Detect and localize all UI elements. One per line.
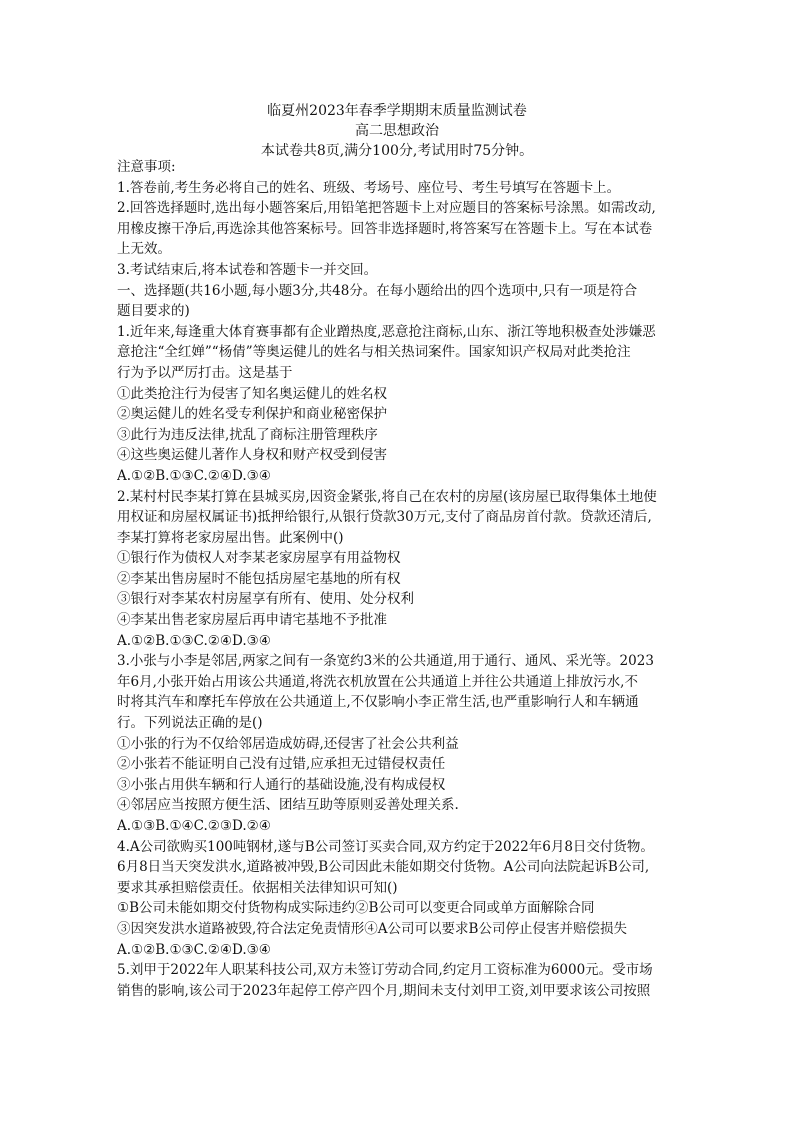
q4-options-1-2: ①B公司未能如期交付货物构成实际违约②B公司可以变更合同或单方面解除合同 bbox=[117, 900, 595, 917]
q1-choices: A.①②B.①③C.②④D.③④ bbox=[117, 467, 271, 484]
exam-subject: 高二思想政治 bbox=[355, 123, 439, 139]
q2-option-1: ①银行作为债权人对李某老家房屋享有用益物权 bbox=[117, 550, 401, 567]
q3-option-2: ②小张若不能证明自己没有过错,应承担无过错侵权责任 bbox=[117, 756, 446, 773]
notice-item-3: 3.考试结束后,将本试卷和答题卡一并交回。 bbox=[117, 261, 378, 278]
section-heading-line-1: 一、选择题(共16小题,每小题3分,共48分。在每小题给出的四个选项中,只有一项是符合 bbox=[117, 282, 638, 299]
exam-info: 本试卷共8页,满分100分,考试用时75分钟。 bbox=[260, 143, 534, 159]
q3-stem-line-2: 年6月,小张开始占用该公共通道,将洗衣机放置在公共通道上并往公共通道上排放污水,不 bbox=[117, 673, 638, 690]
q5-stem-line-1: 5.刘甲于2022年人职某科技公司,双方未签订劳动合同,约定月工资标准为6000元。受市场 bbox=[117, 962, 653, 979]
q4-stem-line-2: 6月8日当天突发洪水,道路被冲毁,B公司因此未能如期交付货物。A公司向法院起诉B公司, bbox=[117, 859, 650, 876]
section-heading-line-2: 题目要求的) bbox=[117, 303, 190, 320]
q2-option-3: ③银行对李某农村房屋享有所有、使用、处分权利 bbox=[117, 591, 414, 608]
q4-choices: A.①②B.①③C.②④D.③④ bbox=[117, 941, 271, 958]
q3-stem-line-1: 3.小张与小李是邻居,两家之间有一条宽约3米的公共通道,用于通行、通风、采光等。2023 bbox=[117, 653, 654, 670]
q3-option-1: ①小张的行为不仅给邻居造成妨碍,还侵害了社会公共利益 bbox=[117, 735, 459, 752]
q1-stem-line-2: 意抢注“全红婵”“杨倩”等奥运健儿的姓名与相关热词案件。国家知识产权局对此类抢注 bbox=[117, 344, 631, 361]
q2-stem-line-3: 李某打算将老家房屋出售。此案例中() bbox=[117, 529, 344, 546]
exam-content bbox=[117, 157, 683, 1001]
notice-item-1: 1.答卷前,考生务必将自己的姓名、班级、考场号、座位号、考生号填写在答题卡上。 bbox=[117, 179, 621, 196]
q1-option-3: ③此行为违反法律,扰乱了商标注册管理秩序 bbox=[117, 426, 378, 443]
q2-option-2: ②李某出售房屋时不能包括房屋宅基地的所有权 bbox=[117, 570, 401, 587]
notice-item-2-line-2: 用橡皮擦干净后,再选涂其他答案标号。回答非选择题时,将答案写在答题卡上。写在本试卷 bbox=[117, 220, 653, 237]
q4-options-3-4: ③因突发洪水道路被毁,符合法定免责情形④A公司可以要求B公司停止侵害并赔偿损失 bbox=[117, 920, 627, 937]
q2-stem-line-2: 用权证和房屋权属证书)抵押给银行,从银行贷款30万元,支付了商品房首付款。贷款还清后, bbox=[117, 509, 652, 526]
notice-item-2-line-3: 上无效。 bbox=[117, 241, 171, 258]
q3-stem-line-3: 时将其汽车和摩托车停放在公共通道上,不仅影响小李正常生活,也严重影响行人和车辆通 bbox=[117, 694, 639, 711]
q3-option-4: ④邻居应当按照方便生活、团结互助等原则妥善处理关系. bbox=[117, 797, 459, 814]
q2-stem-line-1: 2.某村村民李某打算在县城买房,因资金紧张,将自己在农村的房屋(该房屋已取得集体土地使 bbox=[117, 488, 657, 505]
q5-stem-line-2: 销售的影响,该公司于2023年起停工停产四个月,期间未支付刘甲工资,刘甲要求该公司按照 bbox=[117, 982, 651, 999]
q4-stem-line-1: 4.A公司欲购买100吨钢材,遂与B公司签订买卖合同,双方约定于2022年6月8日交付货物。 bbox=[117, 838, 654, 855]
q4-stem-line-3: 要求其承担赔偿责任。依据相关法律知识可知() bbox=[117, 879, 398, 896]
q3-stem-line-4: 行。下列说法正确的是() bbox=[117, 715, 263, 732]
q1-stem-line-1: 1.近年来,每逢重大体育赛事都有企业蹭热度,恶意抢注商标,山东、浙江等地积极查处涉嫌恶 bbox=[117, 323, 656, 340]
q1-option-1: ①此类抢注行为侵害了知名奥运健儿的姓名权 bbox=[117, 385, 387, 402]
q1-option-4: ④这些奥运健儿著作人身权和财产权受到侵害 bbox=[117, 447, 387, 464]
exam-title: 临夏州2023年春季学期期末质量监测试卷 bbox=[267, 103, 527, 119]
notice-item-2-line-1: 2.回答选择题时,选出每小题答案后,用铅笔把答题卡上对应题目的答案标号涂黑。如需改动, bbox=[117, 200, 656, 217]
q2-option-4: ④李某出售老家房屋后再申请宅基地不予批准 bbox=[117, 612, 387, 629]
q1-stem-line-3: 行为予以严厉打击。这是基于 bbox=[117, 364, 293, 381]
q3-choices: A.①③B.①④C.②③D.②④ bbox=[117, 818, 271, 834]
q3-option-3: ③小张占用供车辆和行人通行的基础设施,没有构成侵权 bbox=[117, 776, 446, 793]
q2-choices: A.①②B.①③C.②④D.③④ bbox=[117, 632, 271, 649]
notice-heading: 注意事项: bbox=[117, 159, 176, 175]
q1-option-2: ②奥运健儿的姓名受专利保护和商业秘密保护 bbox=[117, 406, 387, 423]
